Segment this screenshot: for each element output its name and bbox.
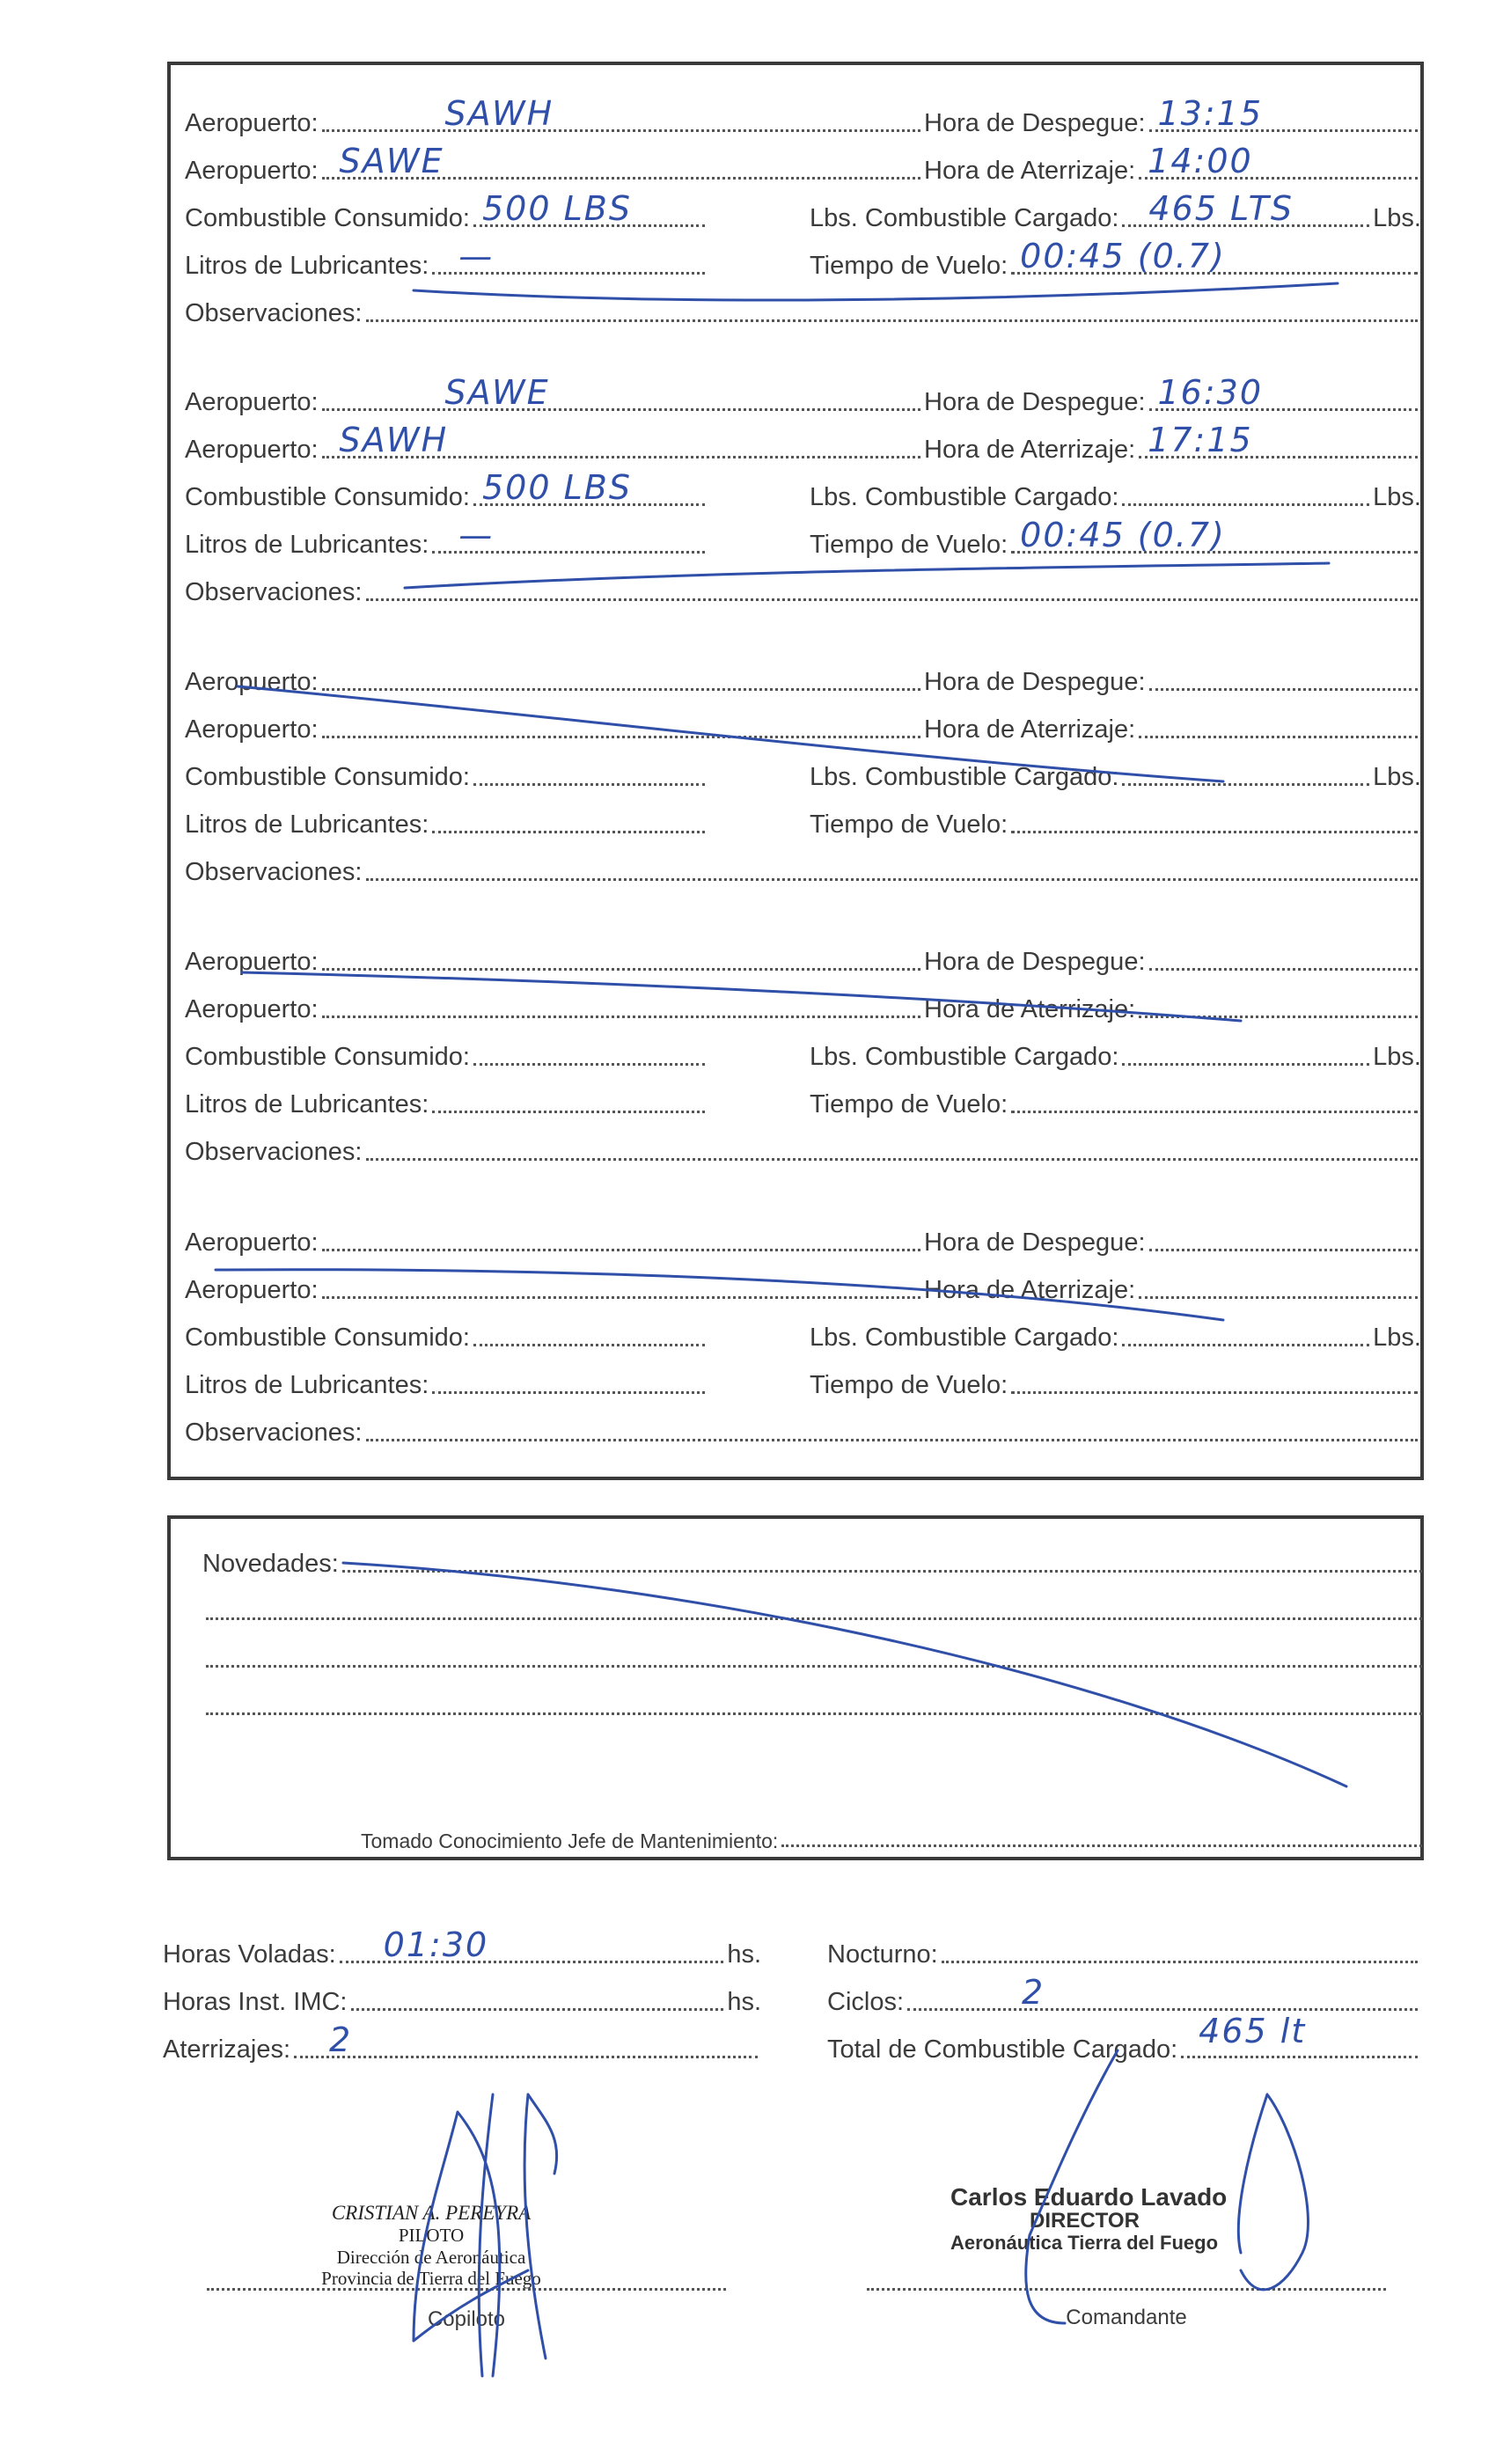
combustible-consumido-value: 500 LBS <box>481 468 632 507</box>
flight-1-tiempo-vuelo-row <box>810 237 1421 281</box>
flight-4-combustible-consumido-row <box>185 1035 708 1072</box>
hora-despegue-value: 13:15 <box>1157 94 1264 133</box>
observaciones-field[interactable] <box>366 878 1419 881</box>
aterrizajes-value: 2 <box>329 2020 353 2059</box>
hora-despegue-field[interactable] <box>1149 94 1419 133</box>
flight-5-combustible-consumido-row <box>185 1316 708 1353</box>
comandante-stamp <box>950 2184 1232 2253</box>
hora-despegue-field[interactable] <box>1149 688 1419 691</box>
aeropuerto-salida-label: Aeropuerto: <box>185 388 319 416</box>
flight-5-hora-despegue-row <box>924 1221 1421 1258</box>
comandante-stamp-line: Aeronáutica Tierra del Fuego <box>950 2231 1219 2254</box>
lbs-combustible-cargado-label: Lbs. Combustible Cargado: <box>810 763 1119 791</box>
observaciones-label: Observaciones: <box>185 578 363 606</box>
lbs-unit: Lbs. <box>1373 204 1421 232</box>
ciclos-field[interactable] <box>907 1973 1418 2012</box>
hora-despegue-label: Hora de Despegue: <box>924 948 1146 976</box>
aeropuerto-llegada-label: Aeropuerto: <box>185 436 319 464</box>
litros-lubricantes-value: — <box>458 237 495 275</box>
hora-despegue-label: Hora de Despegue: <box>924 109 1146 137</box>
hs-unit: hs. <box>727 1940 761 1969</box>
comandante-stamp-line: DIRECTOR <box>1030 2209 1140 2233</box>
lbs-combustible-cargado-value: 465 LTS <box>1148 189 1294 228</box>
observaciones-label: Observaciones: <box>185 858 363 886</box>
aeropuerto-salida-field[interactable] <box>322 373 920 412</box>
flight-2-aeropuerto-llegada-row <box>185 421 924 465</box>
aeropuerto-llegada-field[interactable] <box>322 1016 920 1018</box>
observaciones-field[interactable] <box>366 319 1419 322</box>
horas-voladas-field[interactable] <box>340 1925 724 1964</box>
litros-lubricantes-field[interactable] <box>432 1111 705 1113</box>
aeropuerto-salida-field[interactable] <box>322 94 920 133</box>
horas-inst-imc-row <box>163 1980 761 2017</box>
aeropuerto-salida-field[interactable] <box>322 1249 920 1251</box>
lbs-combustible-cargado-label: Lbs. Combustible Cargado: <box>810 483 1119 511</box>
comandante-stamp-line: Carlos Eduardo Lavado <box>950 2183 1228 2211</box>
tiempo-vuelo-label: Tiempo de Vuelo: <box>810 1371 1008 1399</box>
aterrizajes-label: Aterrizajes: <box>163 2035 291 2064</box>
total-combustible-field[interactable] <box>1181 2012 1418 2058</box>
hora-aterrizaje-value: 17:15 <box>1148 421 1253 459</box>
total-combustible-value: 465 lt <box>1199 2012 1307 2050</box>
combustible-consumido-field[interactable] <box>473 189 705 228</box>
flight-3-observaciones-row <box>185 850 1421 887</box>
combustible-consumido-field[interactable] <box>473 1344 705 1346</box>
flight-2-lbs-combustible-cargado-row <box>810 475 1421 512</box>
lbs-combustible-cargado-field[interactable] <box>1122 189 1369 228</box>
aeropuerto-llegada-value: SAWH <box>339 421 449 459</box>
tiempo-vuelo-label: Tiempo de Vuelo: <box>810 1090 1008 1118</box>
flight-3-aeropuerto-llegada-row <box>185 708 924 744</box>
total-combustible-label: Total de Combustible Cargado: <box>827 2035 1178 2064</box>
hora-despegue-field[interactable] <box>1149 373 1419 412</box>
copiloto-stamp-line: Dirección de Aeronáutica <box>336 2246 526 2268</box>
copiloto-signature-line[interactable] <box>207 2288 726 2291</box>
tiempo-vuelo-field[interactable] <box>1011 237 1418 275</box>
observaciones-field[interactable] <box>366 1158 1419 1161</box>
ciclos-row <box>827 1973 1421 2017</box>
tiempo-vuelo-value: 00:45 (0.7) <box>1020 516 1226 554</box>
observaciones-label: Observaciones: <box>185 1138 363 1166</box>
combustible-consumido-field[interactable] <box>473 468 705 507</box>
observaciones-label: Observaciones: <box>185 299 363 327</box>
ciclos-value: 2 <box>1022 1973 1045 2012</box>
copiloto-stamp-line: CRISTIAN A. PEREYRA <box>331 2202 532 2224</box>
flight-2-aeropuerto-salida-row <box>185 373 924 417</box>
aeropuerto-salida-field[interactable] <box>322 688 920 691</box>
flight-1-combustible-consumido-row <box>185 189 708 233</box>
flight-4-lbs-combustible-cargado-row <box>810 1035 1421 1072</box>
flight-1-hora-aterrizaje-row <box>924 142 1421 186</box>
flight-4-hora-aterrizaje-row <box>924 987 1421 1024</box>
flight-2-combustible-consumido-row <box>185 468 708 512</box>
flight-1-lbs-combustible-cargado-row <box>810 189 1421 233</box>
hora-aterrizaje-field[interactable] <box>1139 1016 1418 1018</box>
flight-1-aeropuerto-llegada-row <box>185 142 924 186</box>
litros-lubricantes-label: Litros de Lubricantes: <box>185 1371 429 1399</box>
nocturno-label: Nocturno: <box>827 1940 938 1969</box>
tiempo-vuelo-field[interactable] <box>1011 516 1418 554</box>
flight-4-observaciones-row <box>185 1130 1421 1167</box>
flight-1-aeropuerto-salida-row <box>185 94 924 138</box>
flight-4-tiempo-vuelo-row <box>810 1082 1421 1119</box>
lbs-unit: Lbs. <box>1373 483 1421 511</box>
hora-despegue-label: Hora de Despegue: <box>924 1228 1146 1257</box>
aeropuerto-llegada-label: Aeropuerto: <box>185 1276 319 1304</box>
flight-4-litros-lubricantes-row <box>185 1082 708 1119</box>
hora-despegue-value: 16:30 <box>1157 373 1264 412</box>
nocturno-row <box>827 1932 1421 1969</box>
combustible-consumido-label: Combustible Consumido: <box>185 204 470 232</box>
hora-despegue-field[interactable] <box>1149 968 1419 971</box>
litros-lubricantes-value: — <box>458 516 495 554</box>
flight-3-combustible-consumido-row <box>185 755 708 792</box>
litros-lubricantes-label: Litros de Lubricantes: <box>185 531 429 559</box>
hora-aterrizaje-field[interactable] <box>1139 421 1418 459</box>
combustible-consumido-label: Combustible Consumido: <box>185 763 470 791</box>
tiempo-vuelo-label: Tiempo de Vuelo: <box>810 252 1008 280</box>
flight-1-litros-lubricantes-row <box>185 237 708 281</box>
comandante-signature-line[interactable] <box>867 2288 1386 2291</box>
lbs-combustible-cargado-field[interactable] <box>1122 783 1369 786</box>
novedades-line-3[interactable] <box>202 1637 1426 1674</box>
novedades-field[interactable] <box>342 1570 1422 1573</box>
lbs-unit: Lbs. <box>1373 763 1421 791</box>
aeropuerto-salida-value: SAWE <box>444 373 550 412</box>
copiloto-stamp <box>282 2202 581 2289</box>
aeropuerto-salida-label: Aeropuerto: <box>185 109 319 137</box>
tiempo-vuelo-value: 00:45 (0.7) <box>1020 237 1226 275</box>
aterrizajes-row <box>163 2020 761 2064</box>
aeropuerto-llegada-field[interactable] <box>322 736 920 738</box>
litros-lubricantes-label: Litros de Lubricantes: <box>185 810 429 839</box>
total-combustible-row <box>827 2012 1421 2064</box>
hora-aterrizaje-value: 14:00 <box>1148 142 1253 180</box>
flight-2-observaciones-row <box>185 570 1421 607</box>
hora-aterrizaje-label: Hora de Aterrizaje: <box>924 1276 1136 1304</box>
lbs-unit: Lbs. <box>1373 1043 1421 1071</box>
flight-2-hora-aterrizaje-row <box>924 421 1421 465</box>
novedades-row <box>202 1542 1426 1579</box>
horas-inst-imc-label: Horas Inst. IMC: <box>163 1988 348 2016</box>
aeropuerto-salida-label: Aeropuerto: <box>185 668 319 696</box>
lbs-unit: Lbs. <box>1373 1324 1421 1352</box>
flight-2-tiempo-vuelo-row <box>810 516 1421 560</box>
hora-aterrizaje-field[interactable] <box>1139 1296 1418 1299</box>
combustible-consumido-value: 500 LBS <box>481 189 632 228</box>
litros-lubricantes-field[interactable] <box>432 516 705 554</box>
flight-5-lbs-combustible-cargado-row <box>810 1316 1421 1353</box>
novedades-label: Novedades: <box>202 1550 339 1578</box>
hora-aterrizaje-label: Hora de Aterrizaje: <box>924 995 1136 1023</box>
flight-5-aeropuerto-salida-row <box>185 1221 924 1258</box>
flight-3-hora-aterrizaje-row <box>924 708 1421 744</box>
observaciones-field[interactable] <box>366 598 1419 601</box>
aterrizajes-field[interactable] <box>294 2020 758 2059</box>
litros-lubricantes-label: Litros de Lubricantes: <box>185 1090 429 1118</box>
ciclos-label: Ciclos: <box>827 1988 905 2016</box>
flight-3-hora-despegue-row <box>924 660 1421 697</box>
lbs-combustible-cargado-field[interactable] <box>1122 1344 1369 1346</box>
aeropuerto-llegada-field[interactable] <box>322 1296 920 1299</box>
aeropuerto-llegada-field[interactable] <box>322 142 920 180</box>
lbs-combustible-cargado-label: Lbs. Combustible Cargado: <box>810 1043 1119 1071</box>
combustible-consumido-field[interactable] <box>473 1063 705 1066</box>
nocturno-field[interactable] <box>942 1961 1418 1963</box>
flight-5-observaciones-row <box>185 1411 1421 1448</box>
litros-lubricantes-label: Litros de Lubricantes: <box>185 252 429 280</box>
hora-aterrizaje-label: Hora de Aterrizaje: <box>924 157 1136 185</box>
tomado-conocimiento-field[interactable] <box>781 1844 1422 1847</box>
flight-4-aeropuerto-salida-row <box>185 940 924 977</box>
flight-5-aeropuerto-llegada-row <box>185 1268 924 1305</box>
tiempo-vuelo-label: Tiempo de Vuelo: <box>810 531 1008 559</box>
flight-5-tiempo-vuelo-row <box>810 1363 1421 1400</box>
horas-voladas-value: 01:30 <box>383 1925 489 1964</box>
flight-3-aeropuerto-salida-row <box>185 660 924 697</box>
lbs-combustible-cargado-label: Lbs. Combustible Cargado: <box>810 204 1119 232</box>
flight-3-litros-lubricantes-row <box>185 803 708 840</box>
comandante-caption: Comandante <box>1066 2306 1187 2329</box>
aeropuerto-salida-label: Aeropuerto: <box>185 1228 319 1257</box>
hora-despegue-label: Hora de Despegue: <box>924 388 1146 416</box>
horas-voladas-label: Horas Voladas: <box>163 1940 336 1969</box>
tiempo-vuelo-field[interactable] <box>1011 1111 1418 1113</box>
lbs-combustible-cargado-field[interactable] <box>1122 503 1369 506</box>
combustible-consumido-label: Combustible Consumido: <box>185 483 470 511</box>
flight-5-hora-aterrizaje-row <box>924 1268 1421 1305</box>
tiempo-vuelo-field[interactable] <box>1011 831 1418 833</box>
combustible-consumido-label: Combustible Consumido: <box>185 1043 470 1071</box>
tiempo-vuelo-field[interactable] <box>1011 1391 1418 1394</box>
observaciones-label: Observaciones: <box>185 1419 363 1447</box>
aeropuerto-llegada-label: Aeropuerto: <box>185 995 319 1023</box>
hora-despegue-field[interactable] <box>1149 1249 1419 1251</box>
aeropuerto-llegada-value: SAWE <box>339 142 444 180</box>
copiloto-stamp-line: Provincia de Tierra del Fuego <box>321 2267 541 2289</box>
litros-lubricantes-field[interactable] <box>432 237 705 275</box>
combustible-consumido-field[interactable] <box>473 783 705 786</box>
horas-inst-imc-field[interactable] <box>351 2008 724 2011</box>
tiempo-vuelo-label: Tiempo de Vuelo: <box>810 810 1008 839</box>
hora-aterrizaje-label: Hora de Aterrizaje: <box>924 715 1136 744</box>
tomado-conocimiento-label: Tomado Conocimiento Jefe de Mantenimiento: <box>361 1830 779 1852</box>
hs-unit-2: hs. <box>727 1988 761 2016</box>
horas-voladas-row <box>163 1925 761 1969</box>
aeropuerto-salida-value: SAWH <box>444 94 554 133</box>
flight-5-litros-lubricantes-row <box>185 1363 708 1400</box>
lbs-combustible-cargado-label: Lbs. Combustible Cargado: <box>810 1324 1119 1352</box>
aeropuerto-salida-label: Aeropuerto: <box>185 948 319 976</box>
hora-aterrizaje-field[interactable] <box>1139 736 1418 738</box>
flight-2-hora-despegue-row <box>924 373 1421 417</box>
combustible-consumido-label: Combustible Consumido: <box>185 1324 470 1352</box>
copiloto-caption: Copiloto <box>427 2307 506 2331</box>
hora-despegue-label: Hora de Despegue: <box>924 668 1146 696</box>
litros-lubricantes-field[interactable] <box>432 1391 705 1394</box>
novedades-line-4[interactable] <box>202 1684 1426 1721</box>
aeropuerto-salida-field[interactable] <box>322 968 920 971</box>
litros-lubricantes-field[interactable] <box>432 831 705 833</box>
flight-3-tiempo-vuelo-row <box>810 803 1421 840</box>
hora-aterrizaje-label: Hora de Aterrizaje: <box>924 436 1136 464</box>
flight-4-hora-despegue-row <box>924 940 1421 977</box>
flight-4-aeropuerto-llegada-row <box>185 987 924 1024</box>
flight-2-litros-lubricantes-row <box>185 516 708 560</box>
novedades-line-2[interactable] <box>202 1589 1426 1626</box>
hora-aterrizaje-field[interactable] <box>1139 142 1418 180</box>
copiloto-stamp-line: PILOTO <box>398 2225 465 2247</box>
lbs-combustible-cargado-field[interactable] <box>1122 1063 1369 1066</box>
flight-3-lbs-combustible-cargado-row <box>810 755 1421 792</box>
aeropuerto-llegada-label: Aeropuerto: <box>185 157 319 185</box>
flight-1-hora-despegue-row <box>924 94 1421 138</box>
aeropuerto-llegada-label: Aeropuerto: <box>185 715 319 744</box>
observaciones-field[interactable] <box>366 1439 1419 1441</box>
flight-1-observaciones-row <box>185 291 1421 328</box>
tomado-conocimiento-row <box>361 1823 1426 1853</box>
aeropuerto-llegada-field[interactable] <box>322 421 920 459</box>
